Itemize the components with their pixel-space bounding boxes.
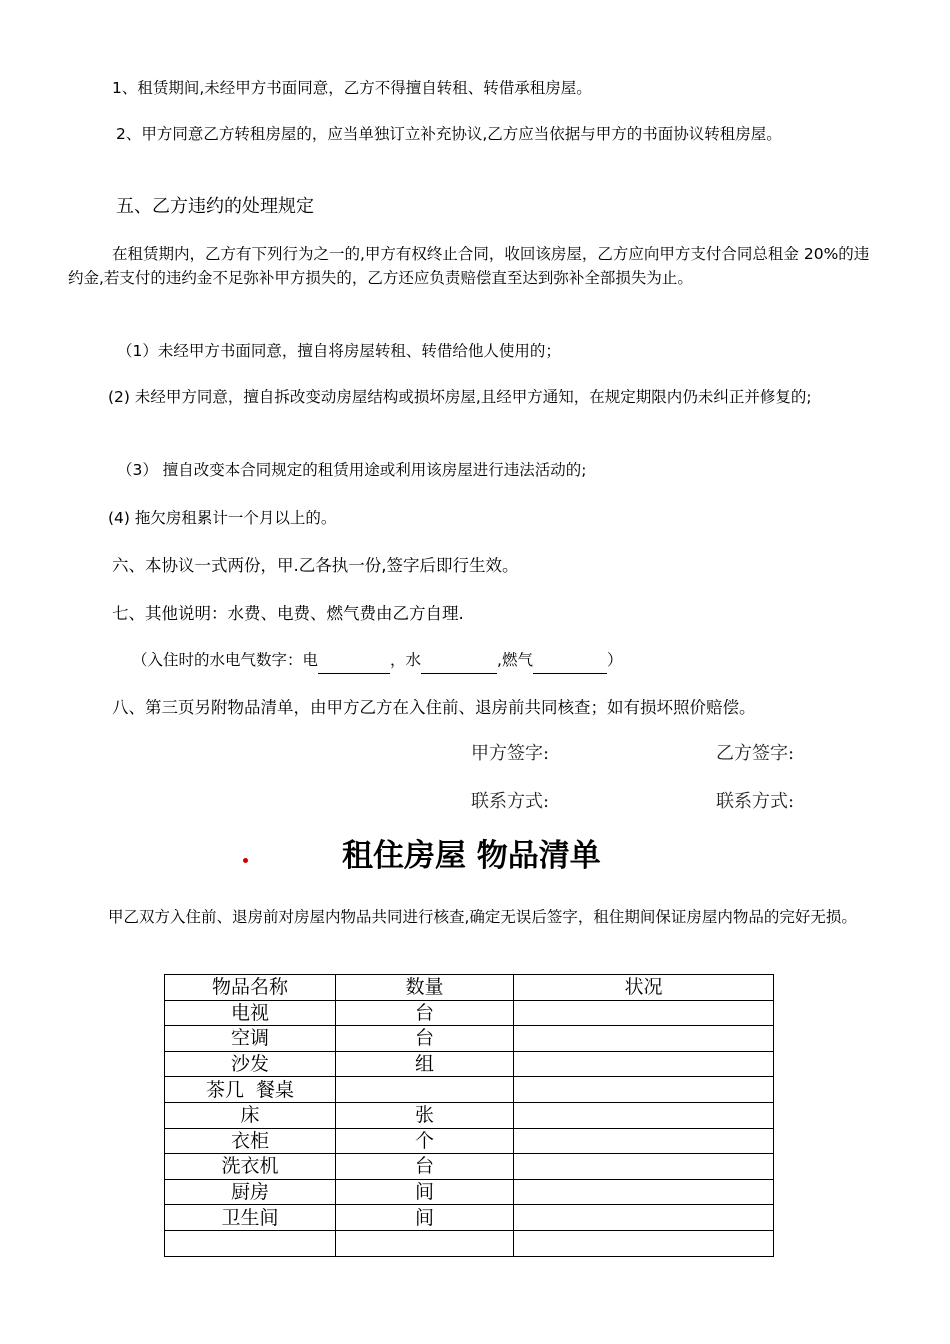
meter-open-label: （入住时的水电气数字：电 xyxy=(132,651,319,669)
table-row xyxy=(165,1026,774,1052)
item-name: 卫生间 xyxy=(165,1205,336,1231)
item-status[interactable] xyxy=(514,1128,774,1154)
red-bullet-dot xyxy=(243,858,248,863)
clause-2: 2、甲方同意乙方转租房屋的，应当单独订立补充协议,乙方应当依据与甲方的书面协议转租房屋。 xyxy=(116,125,782,143)
inventory-table xyxy=(164,974,774,1257)
item-qty: 台 xyxy=(336,1000,514,1026)
table-row xyxy=(165,1154,774,1180)
violation-item-3: （3） 擅自改变本合同规定的租赁用途或利用该房屋进行违法活动的; xyxy=(117,461,587,479)
item-name: 床 xyxy=(165,1102,336,1128)
item-status[interactable] xyxy=(514,1230,774,1256)
item-name: 电视 xyxy=(165,1000,336,1026)
section-5-intro: 在租赁期内，乙方有下列行为之一的,甲方有权终止合同，收回该房屋，乙方应向甲方支付合同总租金 20%的违约金,若支付的违约金不足弥补甲方损失的，乙方还应负责赔偿直至达到弥补全部损失为止。 xyxy=(68,245,870,287)
item-qty: 组 xyxy=(336,1051,514,1077)
violation-item-1: （1）未经甲方书面同意，擅自将房屋转租、转借给他人使用的； xyxy=(117,342,561,360)
gas-blank[interactable] xyxy=(533,647,607,674)
meter-water-label: ，水 xyxy=(390,651,422,669)
item-status[interactable] xyxy=(514,1154,774,1180)
item-qty: 间 xyxy=(336,1205,514,1231)
meter-readings xyxy=(132,647,622,674)
item-status[interactable] xyxy=(514,1077,774,1103)
table-row xyxy=(165,1128,774,1154)
item-status[interactable] xyxy=(514,1051,774,1077)
table-row xyxy=(165,1230,774,1256)
party-a-contact-label: 联系方式: xyxy=(471,791,550,812)
clause-1: 1、租赁期间,未经甲方书面同意，乙方不得擅自转租、转借承租房屋。 xyxy=(112,79,592,97)
section-7: 七、其他说明：水费、电费、燃气费由乙方自理. xyxy=(112,604,464,623)
item-name: 衣柜 xyxy=(165,1128,336,1154)
party-a-signature-label: 甲方签字: xyxy=(471,743,550,764)
water-blank[interactable] xyxy=(421,647,497,674)
party-b-contact-label: 联系方式: xyxy=(716,791,795,812)
electricity-blank[interactable] xyxy=(318,647,390,674)
table-row xyxy=(165,1205,774,1231)
table-row xyxy=(165,1000,774,1026)
item-status[interactable] xyxy=(514,1205,774,1231)
violation-item-2: (2) 未经甲方同意，擅自拆改变动房屋结构或损坏房屋,且经甲方通知，在规定期限内仍未纠正并修复的; xyxy=(108,388,812,406)
meter-close: ） xyxy=(606,651,623,669)
item-status[interactable] xyxy=(514,1102,774,1128)
item-qty[interactable] xyxy=(336,1230,514,1256)
item-qty: 张 xyxy=(336,1102,514,1128)
header-item-name: 物品名称 xyxy=(165,975,336,1001)
table-row xyxy=(165,1077,774,1103)
item-status[interactable] xyxy=(514,1000,774,1026)
violation-item-4: (4) 拖欠房租累计一个月以上的。 xyxy=(108,509,337,527)
item-qty: 台 xyxy=(336,1154,514,1180)
section-5-heading: 五、乙方违约的处理规定 xyxy=(116,196,314,217)
section-6: 六、本协议一式两份，甲.乙各执一份,签字后即行生效。 xyxy=(112,556,519,575)
item-status[interactable] xyxy=(514,1179,774,1205)
item-name: 厨房 xyxy=(165,1179,336,1205)
item-status[interactable] xyxy=(514,1026,774,1052)
party-b-signature-label: 乙方签字: xyxy=(716,743,795,764)
item-qty: 个 xyxy=(336,1128,514,1154)
item-name: 洗衣机 xyxy=(165,1154,336,1180)
item-name: 沙发 xyxy=(165,1051,336,1077)
table-row xyxy=(165,1051,774,1077)
table-row xyxy=(165,1179,774,1205)
table-row xyxy=(165,1102,774,1128)
inventory-intro: 甲乙双方入住前、退房前对房屋内物品共同进行核查,确定无误后签字，租住期间保证房屋内物品的完好无损。 xyxy=(108,908,857,926)
table-header-row xyxy=(165,975,774,1001)
meter-gas-label: ,燃气 xyxy=(497,651,533,669)
section-8: 八、第三页另附物品清单，由甲方乙方在入住前、退房前共同核查；如有损坏照价赔偿。 xyxy=(112,698,756,717)
inventory-title: 租住房屋 物品清单 xyxy=(342,838,601,874)
item-qty: 台 xyxy=(336,1026,514,1052)
header-quantity: 数量 xyxy=(336,975,514,1001)
item-qty: 间 xyxy=(336,1179,514,1205)
item-name: 茶几 餐桌 xyxy=(165,1077,336,1103)
item-name: 空调 xyxy=(165,1026,336,1052)
header-condition: 状况 xyxy=(514,975,774,1001)
item-qty xyxy=(336,1077,514,1103)
item-name[interactable] xyxy=(165,1230,336,1256)
